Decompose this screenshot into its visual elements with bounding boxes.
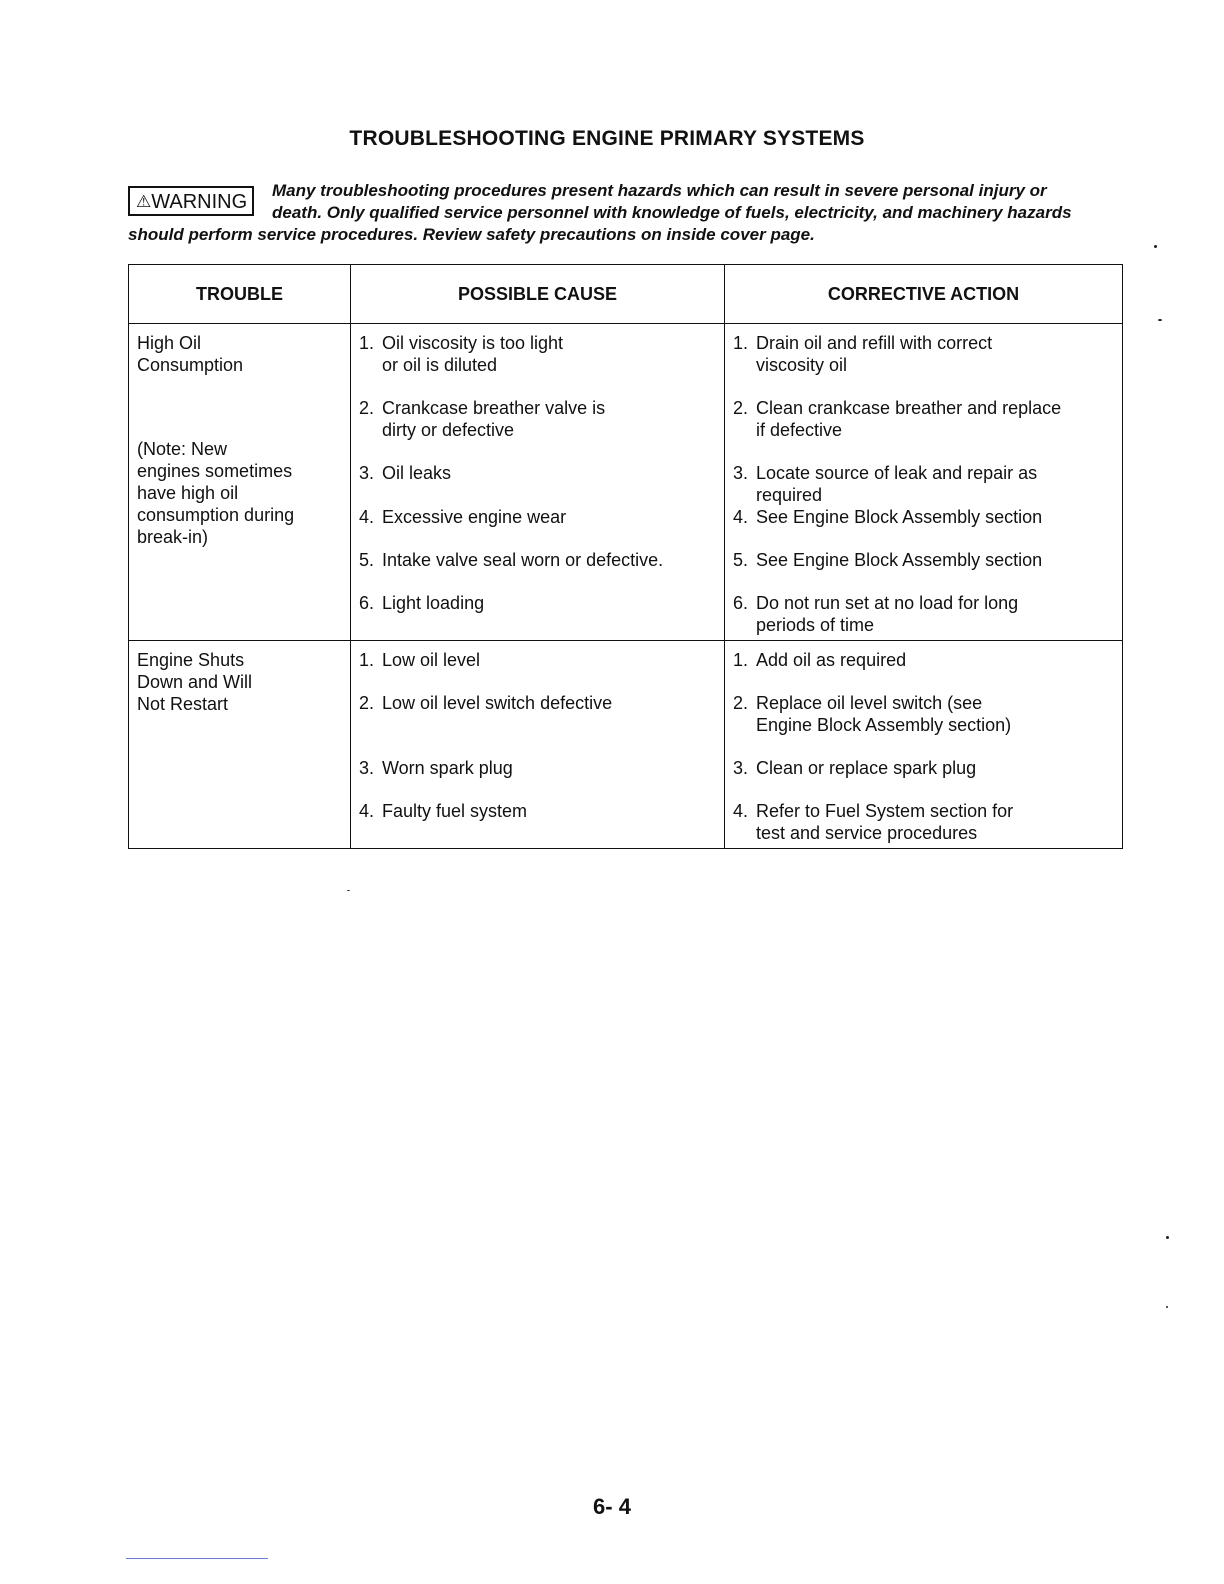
warning-label: WARNING: [151, 191, 248, 213]
item-text: Add oil as required: [756, 650, 907, 670]
cause-cell: [351, 324, 725, 641]
item-text: See Engine Block Assembly section: [756, 550, 1043, 570]
cause-cell: [351, 641, 725, 849]
list-item: [733, 692, 1114, 736]
scan-speck: [1166, 1306, 1168, 1308]
list-item: [359, 549, 716, 571]
list-item: [359, 800, 716, 822]
warning-triangle-icon: ⚠: [136, 192, 152, 211]
header-corrective-action: CORRECTIVE ACTION: [725, 265, 1123, 324]
trouble-cell: [129, 324, 351, 641]
list-item: [733, 800, 1114, 844]
item-text: Intake valve seal worn or defective.: [382, 550, 664, 570]
list-item: [733, 397, 1114, 441]
list-item: [733, 462, 1114, 506]
item-number: 1.: [733, 650, 749, 670]
item-text: Crankcase breather valve is dirty or defective: [382, 398, 606, 440]
list-item: [359, 692, 716, 714]
item-number: 1.: [733, 333, 749, 353]
header-possible-cause: POSSIBLE CAUSE: [351, 265, 725, 324]
footer-rule: [126, 1558, 268, 1559]
trouble-text: High Oil Consumption: [137, 333, 244, 375]
item-number: 3.: [359, 758, 375, 778]
warning-badge: [128, 186, 254, 216]
item-text: Replace oil level switch (see Engine Block Assembly section): [756, 693, 1012, 735]
item-number: 1.: [359, 333, 375, 353]
page-number: 6- 4: [593, 1494, 631, 1519]
item-number: 3.: [359, 463, 375, 483]
item-number: 4.: [359, 507, 375, 527]
item-text: Do not run set at no load for long periods of time: [756, 593, 1019, 635]
trouble-cell: [129, 641, 351, 849]
scan-speck: [1154, 245, 1157, 248]
list-item: [733, 549, 1114, 571]
item-number: 4.: [359, 801, 375, 821]
item-text: Faulty fuel system: [382, 801, 528, 821]
list-item: [359, 592, 716, 614]
item-number: 3.: [733, 758, 749, 778]
scan-speck: [1166, 1236, 1169, 1239]
item-text: Clean crankcase breather and replace if defective: [756, 398, 1062, 440]
item-number: 2.: [733, 398, 749, 418]
item-number: 2.: [733, 693, 749, 713]
list-item: [733, 757, 1114, 779]
item-text: See Engine Block Assembly section: [756, 507, 1043, 527]
item-text: Clean or replace spark plug: [756, 758, 977, 778]
item-text: Locate source of leak and repair as required: [756, 463, 1038, 505]
action-cell: [725, 324, 1123, 641]
item-number: 4.: [733, 507, 749, 527]
item-text: Low oil level: [382, 650, 481, 670]
list-item: [359, 332, 716, 376]
item-text: Refer to Fuel System section for test and service procedures: [756, 801, 1014, 843]
list-item: [359, 506, 716, 528]
header-trouble: TROUBLE: [129, 265, 351, 324]
list-item: [733, 592, 1114, 636]
page-title: TROUBLESHOOTING ENGINE PRIMARY SYSTEMS: [349, 127, 865, 150]
list-item: [359, 462, 716, 484]
item-number: 6.: [733, 593, 749, 613]
list-item: [359, 757, 716, 779]
list-item: [733, 506, 1114, 528]
item-number: 5.: [359, 550, 375, 570]
warning-notice: [128, 180, 1100, 246]
item-text: Oil viscosity is too light or oil is diluted: [382, 333, 564, 375]
list-item: [359, 649, 716, 671]
scan-speck: [1158, 319, 1162, 321]
scan-speck: [347, 890, 350, 891]
warning-text: Many troubleshooting procedures present hazards which can result in severe personal injury or death. Only qualified service personnel with knowledge of fuels, electricity, and machinery hazards should perform service procedures. Review safety precautions on inside cover page.: [128, 181, 1072, 244]
table-row: [129, 324, 1123, 641]
item-text: Worn spark plug: [382, 758, 513, 778]
list-item: [359, 397, 716, 441]
item-number: 5.: [733, 550, 749, 570]
item-text: Drain oil and refill with correct viscosity oil: [756, 333, 993, 375]
table-header-row: [129, 265, 1123, 324]
item-number: 1.: [359, 650, 375, 670]
item-number: 2.: [359, 398, 375, 418]
list-item: [733, 332, 1114, 376]
item-text: Oil leaks: [382, 463, 452, 483]
item-number: 4.: [733, 801, 749, 821]
list-item: [733, 649, 1114, 671]
action-cell: [725, 641, 1123, 849]
table-row: [129, 641, 1123, 849]
troubleshooting-table: [128, 264, 1123, 849]
item-number: 2.: [359, 693, 375, 713]
item-number: 6.: [359, 593, 375, 613]
item-text: Low oil level switch defective: [382, 693, 613, 713]
item-text: Light loading: [382, 593, 485, 613]
trouble-note: (Note: New engines sometimes have high oil consumption during break-in): [137, 439, 295, 547]
item-number: 3.: [733, 463, 749, 483]
trouble-text: Engine Shuts Down and Will Not Restart: [137, 650, 253, 714]
item-text: Excessive engine wear: [382, 507, 567, 527]
